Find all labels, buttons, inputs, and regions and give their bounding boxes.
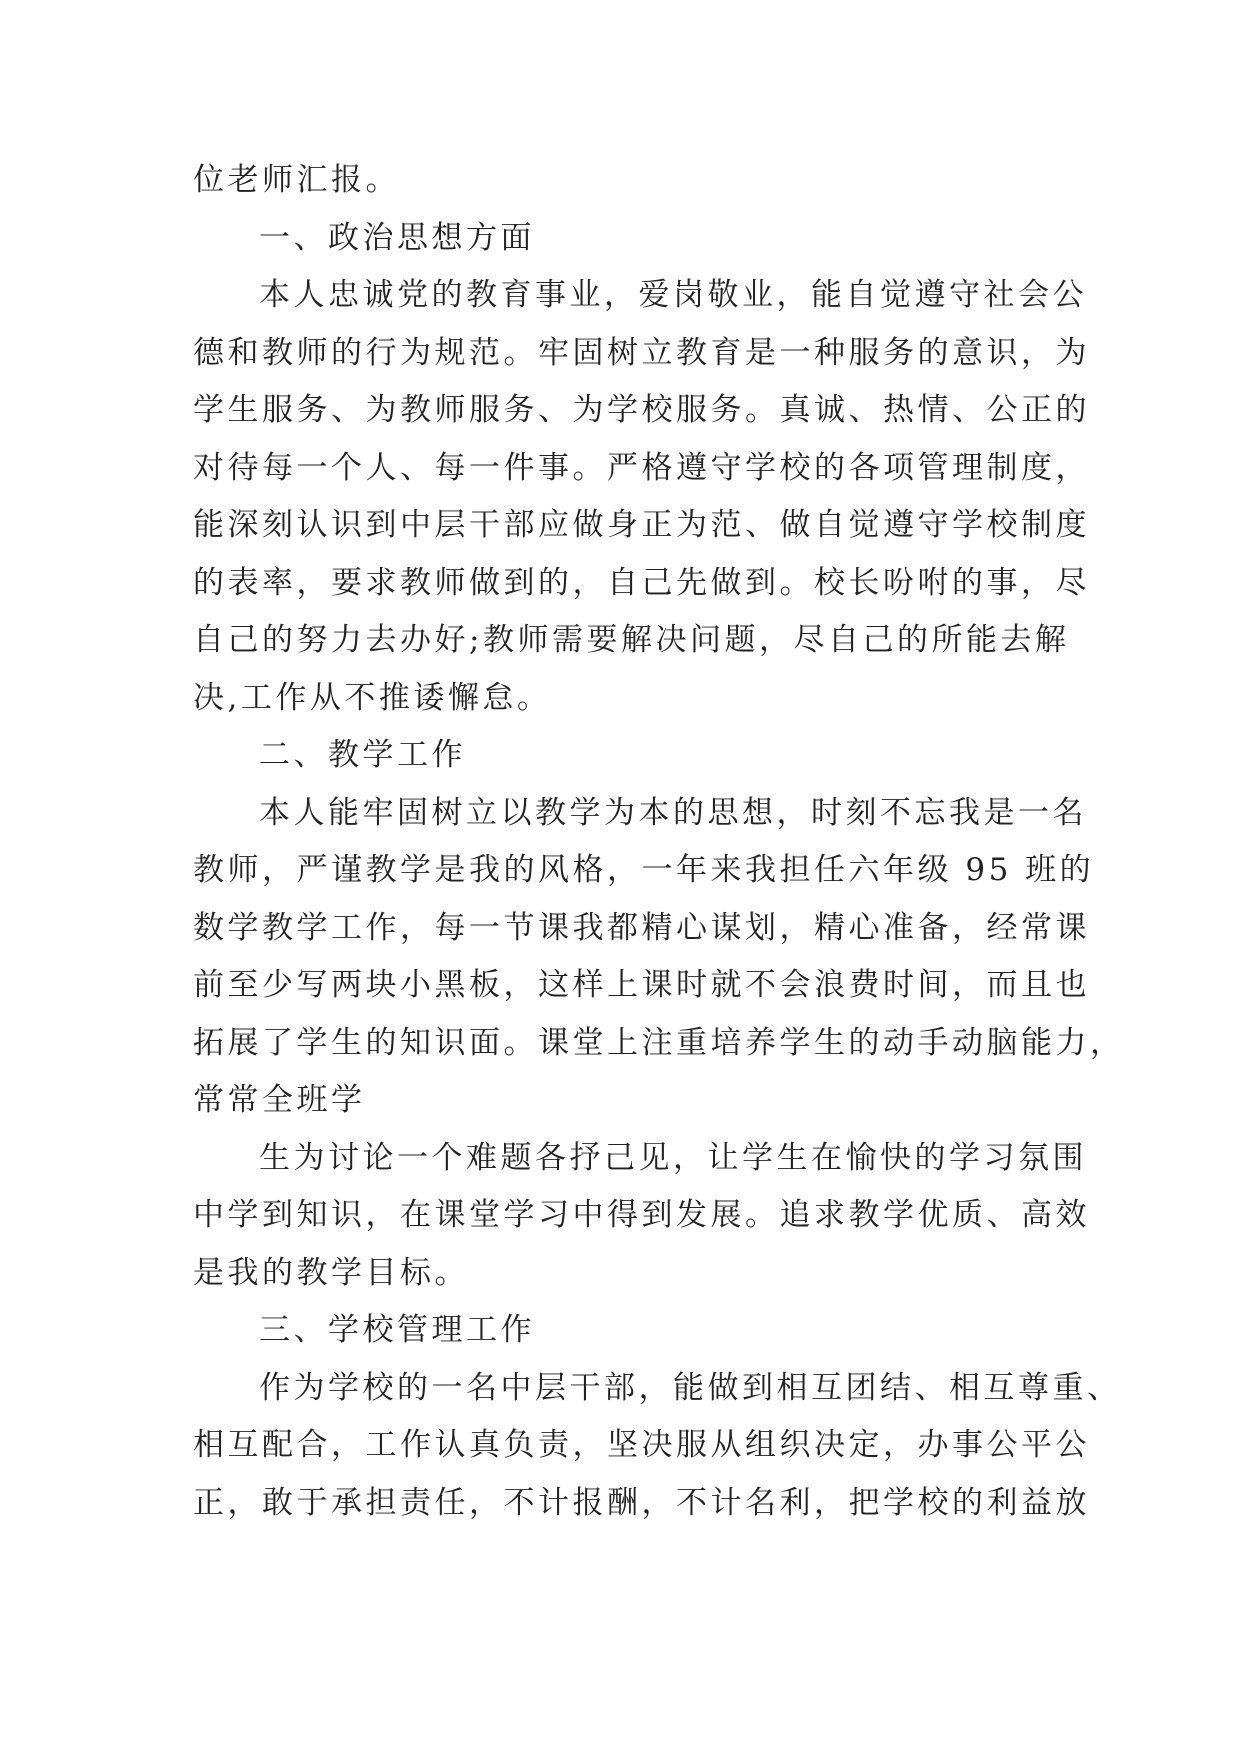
text-line: 中学到知识，在课堂学习中得到发展。追求教学优质、高效 [193, 1197, 1090, 1233]
text-line: 正，敢于承担责任，不计报酬，不计名利，把学校的利益放 [193, 1484, 1090, 1521]
text-line: 能深刻认识到中层干部应做身正为范、做自觉遵守学校制度 [193, 507, 1090, 543]
text-line: 的表率，要求教师做到的，自己先做到。校长吩咐的事，尽 [193, 564, 1090, 601]
section-heading-management: 三、学校管理工作 [259, 1312, 535, 1348]
text-line: 相互配合，工作认真负责，坚决服从组织决定，办事公平公 [193, 1427, 1090, 1463]
section-heading-teaching: 二、教学工作 [259, 737, 466, 773]
text-line: 对待每一个人、每一件事。严格遵守学校的各项管理制度， [193, 449, 1090, 486]
text-line: 决,工作从不推诿懈怠。 [193, 679, 552, 716]
text-line: 学生服务、为教师服务、为学校服务。真诚、热情、公正的 [193, 392, 1090, 428]
section-heading-politics: 一、政治思想方面 [259, 219, 535, 256]
text-line: 前至少写两块小黑板，这样上课时就不会浪费时间，而且也 [193, 967, 1090, 1003]
text-line: 自己的努力去办好;教师需要解决问题，尽自己的所能去解 [193, 622, 1070, 658]
text-line: 本人忠诚党的教育事业，爱岗敬业，能自觉遵守社会公 [259, 277, 1087, 313]
document-body [193, 152, 1125, 1532]
text-line: 本人能牢固树立以教学为本的思想，时刻不忘我是一名 [259, 794, 1087, 831]
text-line: 生为讨论一个难题各抒己见，让学生在愉快的学习氛围 [259, 1139, 1087, 1176]
text-line: 作为学校的一名中层干部，能做到相互团结、相互尊重、 [259, 1369, 1122, 1406]
text-line: 位老师汇报。 [193, 162, 400, 198]
text-line: 教师，严谨教学是我的风格，一年来我担任六年级 95 班的 [193, 852, 1095, 888]
text-line: 常常全班学 [193, 1082, 366, 1118]
text-line: 德和教师的行为规范。牢固树立教育是一种服务的意识，为 [193, 334, 1090, 371]
text-line: 是我的教学目标。 [193, 1254, 469, 1291]
text-line: 数学教学工作，每一节课我都精心谋划，精心准备，经常课 [193, 909, 1090, 946]
text-line: 拓展了学生的知识面。课堂上注重培养学生的动手动脑能力， [193, 1024, 1125, 1061]
